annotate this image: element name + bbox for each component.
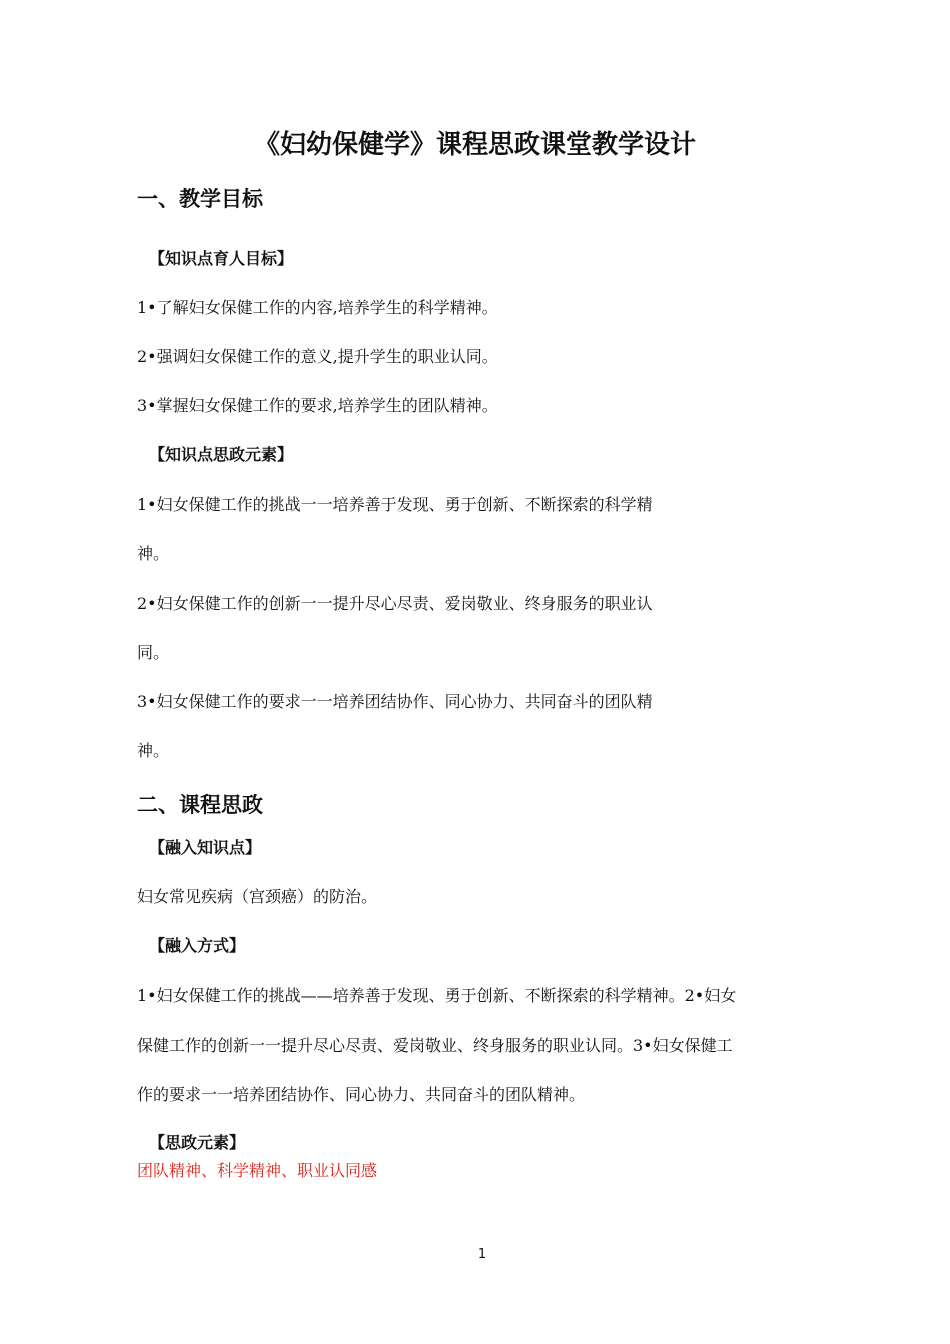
page-number: 1 xyxy=(477,1247,487,1262)
paragraph-line: 3•掌握妇女保健工作的要求,培养学生的团队精神。 xyxy=(137,396,498,415)
paragraph-line: 作的要求一一培养团结协作、同心协力、共同奋斗的团队精神。 xyxy=(137,1085,586,1104)
ideological-elements-text: 团队精神、科学精神、职业认同感 xyxy=(137,1161,378,1180)
paragraph-line: 1•妇女保健工作的挑战——培养善于发现、勇于创新、不断探索的科学精神。2•妇女 xyxy=(137,986,737,1005)
label-ideological-element: 【思政元素】 xyxy=(149,1133,246,1152)
paragraph-line: 2•强调妇女保健工作的意义,提升学生的职业认同。 xyxy=(137,347,498,366)
section-heading-teaching-goals: 一、教学目标 xyxy=(137,187,263,211)
paragraph-line: 2•妇女保健工作的创新一一提升尽心尽责、爱岗敬业、终身服务的职业认 xyxy=(137,594,653,613)
paragraph-line: 妇女常见疾病（宫颈癌）的防治。 xyxy=(137,887,378,906)
paragraph-line: 神。 xyxy=(137,544,170,563)
paragraph-line: 1•妇女保健工作的挑战一一培养善于发现、勇于创新、不断探索的科学精 xyxy=(137,495,653,514)
paragraph-line: 神。 xyxy=(137,741,170,760)
document-title: 《妇幼保健学》课程思政课堂教学设计 xyxy=(253,130,696,160)
label-ideological-elements: 【知识点思政元素】 xyxy=(149,445,294,464)
label-integration-method: 【融入方式】 xyxy=(149,936,246,955)
paragraph-line: 3•妇女保健工作的要求一一培养团结协作、同心协力、共同奋斗的团队精 xyxy=(137,692,653,711)
paragraph-line: 保健工作的创新一一提升尽心尽责、爱岗敬业、终身服务的职业认同。3•妇女保健工 xyxy=(137,1036,733,1055)
label-knowledge-education-goals: 【知识点育人目标】 xyxy=(149,249,294,268)
paragraph-line: 1•了解妇女保健工作的内容,培养学生的科学精神。 xyxy=(137,298,498,317)
section-heading-course-ideology: 二、课程思政 xyxy=(137,793,263,817)
label-integrated-knowledge: 【融入知识点】 xyxy=(149,838,262,857)
paragraph-line: 同。 xyxy=(137,643,170,662)
